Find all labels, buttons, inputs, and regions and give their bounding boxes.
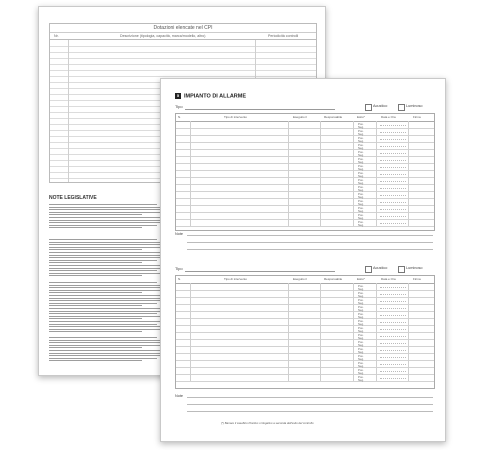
text-line — [49, 225, 157, 226]
date-field-dots[interactable] — [380, 364, 406, 365]
text-line — [49, 285, 160, 286]
tipo-field-line[interactable] — [185, 109, 335, 110]
outcome-negative-option[interactable]: Neg. — [358, 328, 364, 333]
outcome-negative-option[interactable]: Neg. — [358, 194, 364, 199]
text-line — [49, 214, 142, 215]
grid-row-line — [50, 46, 316, 47]
text-line — [49, 273, 160, 274]
col-responsible: Responsabile — [324, 277, 343, 281]
date-field-dots[interactable] — [380, 350, 406, 351]
back-col-description: Descrizione (tipologia, capacità, marca/modello, altro) — [120, 34, 206, 38]
text-line — [49, 268, 167, 269]
outcome-positive-option[interactable]: Pos. — [358, 205, 364, 210]
table-row-line — [176, 381, 434, 382]
text-line — [49, 262, 142, 263]
outcome-negative-option[interactable]: Neg. — [358, 131, 364, 136]
col-outcome: Esito* — [357, 277, 365, 281]
note-line[interactable] — [187, 404, 433, 405]
legislative-text-block — [49, 337, 161, 363]
outcome-positive-option[interactable]: Pos. — [358, 198, 364, 203]
date-field-dots[interactable] — [380, 174, 406, 175]
text-line — [49, 358, 157, 359]
text-line — [49, 324, 157, 325]
text-line — [49, 287, 163, 288]
footnote: (*) Barrare il casellino Positivo o Negativo a seconda dell'esito del controllo — [221, 421, 314, 425]
text-line — [49, 249, 142, 250]
table-row-line — [176, 212, 434, 213]
date-field-dots[interactable] — [380, 315, 406, 316]
col-executed: Eseguito il — [293, 277, 307, 281]
text-line — [49, 292, 142, 293]
section-number: 5 — [176, 93, 180, 98]
table-row-line — [176, 318, 434, 319]
table-row-line — [176, 304, 434, 305]
table-row-line — [176, 297, 434, 298]
table-row-line — [176, 311, 434, 312]
back-table-title: Dotazioni elencate nel CPI — [153, 25, 213, 31]
outcome-positive-option[interactable]: Pos. — [358, 339, 364, 344]
table-row-line — [176, 177, 434, 178]
col-responsible: Responsabile — [324, 115, 343, 119]
text-line — [49, 298, 163, 299]
text-line — [49, 242, 160, 243]
text-line — [49, 308, 163, 309]
date-field-dots[interactable] — [380, 139, 406, 140]
text-line — [49, 305, 142, 306]
text-line — [49, 329, 163, 330]
luminoso-checkbox[interactable] — [398, 266, 405, 273]
date-field-dots[interactable] — [380, 160, 406, 161]
text-line — [49, 270, 157, 271]
outcome-negative-option[interactable]: Neg. — [358, 342, 364, 347]
table-row-line — [176, 191, 434, 192]
date-field-dots[interactable] — [380, 188, 406, 189]
table-row-line — [176, 149, 434, 150]
section-title: IMPIANTO DI ALLARME — [184, 93, 247, 100]
table-column-line — [376, 283, 377, 381]
text-line — [49, 204, 157, 205]
outcome-negative-option[interactable]: Neg. — [358, 300, 364, 305]
table-row-line — [176, 360, 434, 361]
text-line — [49, 217, 160, 218]
date-field-dots[interactable] — [380, 202, 406, 203]
legislative-text-block — [49, 204, 161, 230]
table-column-line — [376, 121, 377, 226]
tipo-label: Tipo — [175, 104, 183, 109]
outcome-negative-option[interactable]: Neg. — [358, 349, 364, 354]
outcome-positive-option[interactable]: Pos. — [358, 353, 364, 358]
text-line — [49, 282, 157, 283]
date-field-dots[interactable] — [380, 223, 406, 224]
date-field-dots[interactable] — [380, 153, 406, 154]
text-line — [49, 326, 160, 327]
table-column-line — [353, 283, 354, 381]
col-intervention: Tipo di intervento — [224, 115, 247, 119]
outcome-negative-option[interactable]: Neg. — [358, 286, 364, 291]
outcome-negative-option[interactable]: Neg. — [358, 187, 364, 192]
date-field-dots[interactable] — [380, 132, 406, 133]
text-line — [49, 300, 167, 301]
outcome-positive-option[interactable]: Pos. — [358, 346, 364, 351]
legislative-text-block — [49, 282, 161, 334]
table-column-line — [288, 121, 289, 226]
col-executed: Eseguito il — [293, 115, 307, 119]
notes-heading: NOTE LEGISLATIVE — [49, 195, 97, 201]
col-date: Data e Ora — [381, 277, 396, 281]
table-header — [176, 276, 434, 284]
date-field-dots[interactable] — [380, 322, 406, 323]
outcome-positive-option[interactable]: Pos. — [358, 360, 364, 365]
outcome-positive-option[interactable]: Pos. — [358, 184, 364, 189]
outcome-negative-option[interactable]: Neg. — [358, 307, 364, 312]
text-line — [49, 353, 163, 354]
note-label: Note — [175, 232, 184, 236]
text-line — [49, 360, 142, 361]
outcome-negative-option[interactable]: Neg. — [358, 201, 364, 206]
outcome-positive-option[interactable]: Pos. — [358, 318, 364, 323]
date-field-dots[interactable] — [380, 378, 406, 379]
outcome-positive-option[interactable]: Pos. — [358, 128, 364, 133]
table-row-line — [176, 198, 434, 199]
outcome-negative-option[interactable]: Neg. — [358, 159, 364, 164]
text-line — [49, 275, 142, 276]
date-field-dots[interactable] — [380, 167, 406, 168]
table-row-line — [176, 156, 434, 157]
outcome-positive-option[interactable]: Pos. — [358, 163, 364, 168]
table-row-line — [176, 339, 434, 340]
date-field-dots[interactable] — [380, 146, 406, 147]
outcome-positive-option[interactable]: Pos. — [358, 142, 364, 147]
date-field-dots[interactable] — [380, 371, 406, 372]
alarm-checks-table — [175, 113, 435, 231]
text-line — [49, 337, 157, 338]
table-row-line — [176, 226, 434, 227]
grid-row-line — [50, 58, 316, 59]
outcome-negative-option[interactable]: Neg. — [358, 370, 364, 375]
outcome-positive-option[interactable]: Pos. — [358, 374, 364, 379]
luminoso-checkbox[interactable] — [398, 104, 405, 111]
text-line — [49, 260, 157, 261]
date-field-dots[interactable] — [380, 195, 406, 196]
text-line — [49, 290, 167, 291]
text-line — [49, 342, 163, 343]
text-line — [49, 244, 163, 245]
outcome-negative-option[interactable]: Neg. — [358, 145, 364, 150]
luminoso-label: Luminoso — [406, 266, 423, 270]
back-table-header — [49, 23, 317, 40]
table-column-line — [190, 283, 191, 381]
outcome-negative-option[interactable]: Neg. — [358, 152, 364, 157]
table-column-line — [353, 121, 354, 226]
back-col-nr: Nr. — [54, 34, 59, 38]
table-header — [176, 114, 434, 122]
note-line[interactable] — [187, 235, 433, 236]
outcome-negative-option[interactable]: Neg. — [358, 215, 364, 220]
table-row-line — [176, 374, 434, 375]
tipo-row — [175, 266, 433, 274]
outcome-positive-option[interactable]: Pos. — [358, 332, 364, 337]
text-line — [49, 212, 167, 213]
outcome-positive-option[interactable]: Pos. — [358, 283, 364, 288]
outcome-negative-option[interactable]: Neg. — [358, 377, 364, 382]
outcome-negative-option[interactable]: Neg. — [358, 124, 364, 129]
date-field-dots[interactable] — [380, 216, 406, 217]
luminoso-label: Luminoso — [406, 104, 423, 108]
text-line — [49, 239, 157, 240]
note-line[interactable] — [187, 411, 433, 412]
acustico-label: Acustico — [373, 104, 388, 108]
outcome-negative-option[interactable]: Neg. — [358, 222, 364, 227]
date-field-dots[interactable] — [380, 308, 406, 309]
text-line — [49, 303, 157, 304]
date-field-dots[interactable] — [380, 357, 406, 358]
table-column-line — [288, 283, 289, 381]
outcome-negative-option[interactable]: Neg. — [358, 138, 364, 143]
text-line — [49, 207, 160, 208]
text-line — [49, 355, 167, 356]
outcome-positive-option[interactable]: Pos. — [358, 290, 364, 295]
table-row-line — [176, 353, 434, 354]
outcome-positive-option[interactable]: Pos. — [358, 191, 364, 196]
outcome-positive-option[interactable]: Pos. — [358, 311, 364, 316]
table-row-line — [176, 290, 434, 291]
alarm-checks-table — [175, 275, 435, 389]
back-col-periodicity: Periodicità controlli — [268, 34, 299, 38]
text-line — [49, 209, 163, 210]
text-line — [49, 318, 142, 319]
outcome-positive-option[interactable]: Pos. — [358, 170, 364, 175]
table-row-line — [176, 184, 434, 185]
text-line — [49, 313, 157, 314]
table-row-line — [176, 170, 434, 171]
text-line — [49, 265, 163, 266]
text-line — [49, 255, 163, 256]
note-line[interactable] — [187, 249, 433, 250]
text-line — [49, 316, 160, 317]
tipo-row — [175, 104, 433, 112]
text-line — [49, 340, 160, 341]
tipo-label: Tipo — [175, 266, 183, 271]
date-field-dots[interactable] — [380, 294, 406, 295]
text-line — [49, 247, 167, 248]
outcome-positive-option[interactable]: Pos. — [358, 297, 364, 302]
text-line — [49, 311, 167, 312]
outcome-positive-option[interactable]: Pos. — [358, 219, 364, 224]
date-field-dots[interactable] — [380, 336, 406, 337]
outcome-negative-option[interactable]: Neg. — [358, 293, 364, 298]
outcome-negative-option[interactable]: Neg. — [358, 335, 364, 340]
text-line — [49, 321, 167, 322]
text-line — [49, 295, 160, 296]
col-signature: Firma — [413, 115, 421, 119]
text-line — [49, 350, 160, 351]
table-row-line — [176, 163, 434, 164]
text-line — [49, 257, 167, 258]
grid-row-line — [50, 52, 316, 53]
grid-row-line — [50, 76, 316, 77]
outcome-positive-option[interactable]: Pos. — [358, 212, 364, 217]
tipo-field-line[interactable] — [185, 271, 335, 272]
table-column-line — [408, 283, 409, 381]
section-heading — [175, 93, 246, 99]
date-field-dots[interactable] — [380, 329, 406, 330]
date-field-dots[interactable] — [380, 181, 406, 182]
text-line — [49, 227, 142, 228]
outcome-negative-option[interactable]: Neg. — [358, 363, 364, 368]
note-line[interactable] — [187, 397, 433, 398]
col-n: N. — [178, 277, 181, 281]
table-row-line — [176, 346, 434, 347]
table-row-line — [176, 332, 434, 333]
note-line[interactable] — [187, 242, 433, 243]
outcome-positive-option[interactable]: Pos. — [358, 156, 364, 161]
outcome-positive-option[interactable]: Pos. — [358, 135, 364, 140]
col-date: Data e Ora — [381, 115, 396, 119]
text-line — [49, 331, 142, 332]
date-field-dots[interactable] — [380, 343, 406, 344]
legislative-text-block — [49, 239, 161, 278]
table-column-line — [190, 121, 191, 226]
col-signature: Firma — [413, 277, 421, 281]
table-column-line — [320, 121, 321, 226]
acustico-label: Acustico — [373, 266, 388, 270]
col-intervention: Tipo di intervento — [224, 277, 247, 281]
text-line — [49, 222, 167, 223]
text-line — [49, 252, 160, 253]
acustico-checkbox[interactable] — [365, 104, 372, 111]
grid-row-line — [50, 70, 316, 71]
grid-row-line — [50, 64, 316, 65]
table-row-line — [176, 219, 434, 220]
date-field-dots[interactable] — [380, 287, 406, 288]
table-row-line — [176, 142, 434, 143]
outcome-positive-option[interactable]: Pos. — [358, 149, 364, 154]
table-column-line — [408, 121, 409, 226]
outcome-negative-option[interactable]: Neg. — [358, 166, 364, 171]
outcome-negative-option[interactable]: Neg. — [358, 314, 364, 319]
outcome-negative-option[interactable]: Neg. — [358, 356, 364, 361]
table-row-line — [176, 205, 434, 206]
outcome-positive-option[interactable]: Pos. — [358, 177, 364, 182]
date-field-dots[interactable] — [380, 209, 406, 210]
acustico-checkbox[interactable] — [365, 266, 372, 273]
col-n: N. — [178, 115, 181, 119]
table-row-line — [176, 367, 434, 368]
outcome-positive-option[interactable]: Pos. — [358, 304, 364, 309]
text-line — [49, 347, 142, 348]
outcome-positive-option[interactable]: Pos. — [358, 121, 364, 126]
date-field-dots[interactable] — [380, 301, 406, 302]
outcome-negative-option[interactable]: Neg. — [358, 208, 364, 213]
col-outcome: Esito* — [357, 115, 365, 119]
outcome-positive-option[interactable]: Pos. — [358, 367, 364, 372]
text-line — [49, 345, 167, 346]
text-line — [49, 220, 163, 221]
outcome-positive-option[interactable]: Pos. — [358, 325, 364, 330]
outcome-negative-option[interactable]: Neg. — [358, 180, 364, 185]
date-field-dots[interactable] — [380, 125, 406, 126]
table-row-line — [176, 128, 434, 129]
outcome-negative-option[interactable]: Neg. — [358, 173, 364, 178]
table-column-line — [320, 283, 321, 381]
grid-column-line — [68, 40, 69, 182]
table-row-line — [176, 325, 434, 326]
table-row-line — [176, 135, 434, 136]
note-label: Note — [175, 394, 184, 398]
front-alarm-register-page — [160, 78, 446, 442]
outcome-negative-option[interactable]: Neg. — [358, 321, 364, 326]
